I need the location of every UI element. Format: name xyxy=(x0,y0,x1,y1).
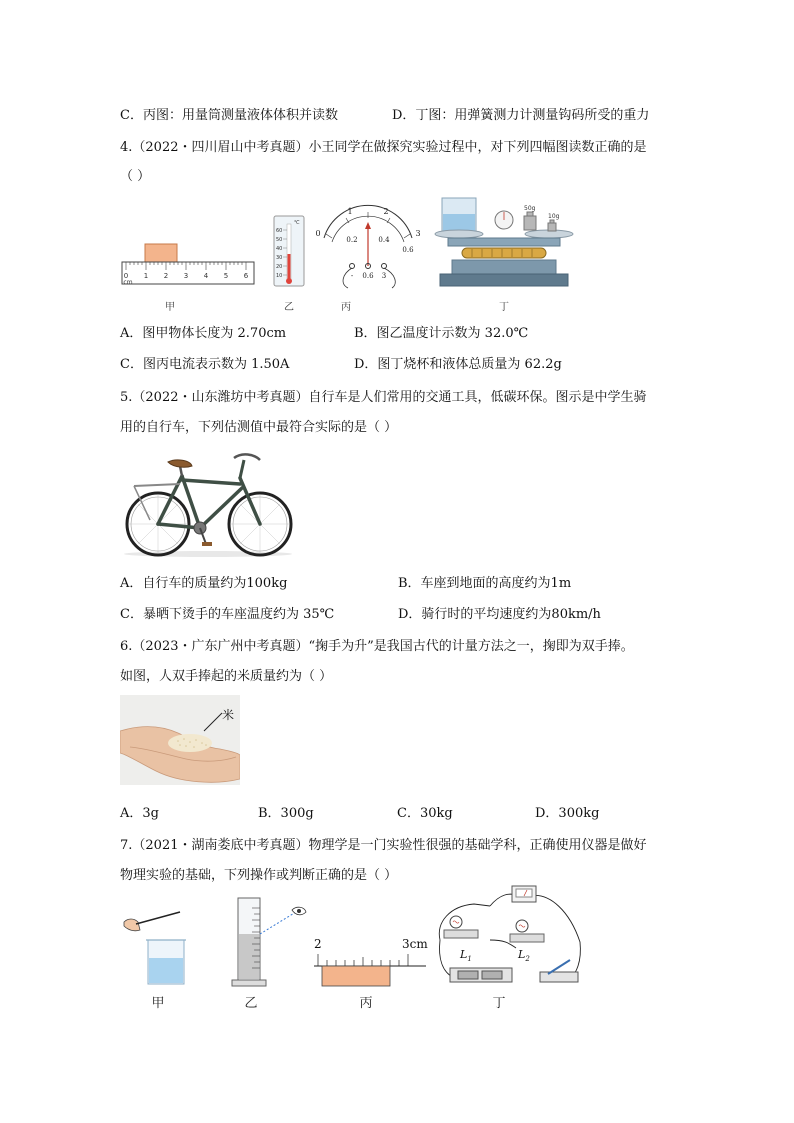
q7-cylinder-figure xyxy=(226,894,310,988)
ammeter-top-label: 0 xyxy=(315,229,321,238)
lamp2-subscript: 2 xyxy=(525,955,530,963)
ruler-tick-label: 1 xyxy=(143,272,149,280)
weight-label: 50g xyxy=(524,205,536,212)
q4-option-b: B．图乙温度计示数为 32.0℃ xyxy=(354,326,529,341)
q6-option-b: B．300g xyxy=(258,806,314,821)
ammeter-top-label: 1 xyxy=(347,207,353,216)
thermo-tick-label: 20 xyxy=(276,264,283,270)
lamp2-label: L xyxy=(518,948,526,961)
q4-ruler-figure xyxy=(120,240,256,288)
ruler-tick-label: 5 xyxy=(223,272,229,280)
q7-ruler-figure xyxy=(310,936,430,990)
ammeter-terminal-label: - xyxy=(350,272,354,280)
thermo-tick-label: 50 xyxy=(276,237,283,243)
q7-stem-line1: 7.（2021・湖南娄底中考真题）物理学是一门实验性很强的基础学科，正确使用仪器是做好 xyxy=(120,838,647,853)
prev-option-c: C．丙图：用量筒测量液体体积并读数 xyxy=(120,108,338,123)
q5-bicycle-figure xyxy=(120,446,296,558)
q6-stem-line1: 6.（2023・广东广州中考真题）“掬手为升”是我国古代的计量方法之一，掬即为双手捧。 xyxy=(120,639,634,654)
lamp1-label: L xyxy=(460,948,468,961)
q4-stem-line2: （ ） xyxy=(120,169,151,184)
thermo-tick-label: 30 xyxy=(276,255,283,261)
thermo-tick-label: 10 xyxy=(276,273,283,279)
svg-text:L1 xyxy=(459,948,472,963)
ammeter-terminal-label: 0.6 xyxy=(362,272,374,280)
ammeter-top-label: 3 xyxy=(415,229,421,238)
q7-caption-yi: 乙 xyxy=(244,996,258,1011)
rice-label: 米 xyxy=(222,708,235,722)
q7-ruler-right-label: 3cm xyxy=(402,937,428,951)
q4-caption-jia: 甲 xyxy=(165,302,175,313)
q4-option-a: A．图甲物体长度为 2.70cm xyxy=(120,326,287,341)
q5-option-c: C．暴晒下烫手的车座温度约为 35℃ xyxy=(120,607,335,622)
ruler-tick-label: 3 xyxy=(183,272,189,280)
prev-option-d: D．丁图：用弹簧测力计测量钩码所受的重力 xyxy=(392,108,650,123)
ammeter-bottom-label: 0.2 xyxy=(346,236,358,244)
q4-caption-bing: 丙 xyxy=(341,302,351,313)
q4-ammeter-figure xyxy=(312,204,424,290)
q5-option-d: D．骑行时的平均速度约为80km/h xyxy=(398,607,601,622)
svg-text:L2 xyxy=(517,948,530,963)
ammeter-terminal-label: 3 xyxy=(381,272,387,280)
q4-caption-ding: 丁 xyxy=(499,302,509,313)
q5-stem-line2: 用的自行车，下列估测值中最符合实际的是（ ） xyxy=(120,420,398,435)
q6-hands-rice-figure xyxy=(120,695,240,785)
q4-caption-yi: 乙 xyxy=(284,302,294,313)
q7-stem-line2: 物理实验的基础，下列操作或判断正确的是（ ） xyxy=(120,868,398,883)
thermo-tick-label: 60 xyxy=(276,228,283,234)
q7-caption-ding: 丁 xyxy=(492,996,506,1011)
q5-option-b: B．车座到地面的高度约为1m xyxy=(398,576,572,591)
q7-circuit-figure xyxy=(430,882,590,990)
q4-stem-line1: 4.（2022・四川眉山中考真题）小王同学在做探究实验过程中，对下列四幅图读数正确的是 xyxy=(120,140,647,155)
ruler-tick-label: 0 xyxy=(123,272,129,280)
thermo-tick-label: 40 xyxy=(276,246,283,252)
q5-stem-line1: 5.（2022・山东潍坊中考真题）自行车是人们常用的交通工具，低碳环保。图示是中学生骑 xyxy=(120,390,647,405)
q6-option-a: A．3g xyxy=(120,806,159,821)
ruler-tick-label: 4 xyxy=(203,272,209,280)
q4-option-d: D．图丁烧杯和液体总质量为 62.2g xyxy=(354,357,562,372)
q6-stem-line2: 如图，人双手捧起的米质量约为（ ） xyxy=(120,669,333,684)
q4-option-c: C．图丙电流表示数为 1.50A xyxy=(120,357,290,372)
ruler-unit: cm xyxy=(123,279,133,286)
q4-thermometer-figure xyxy=(272,214,306,288)
thermometer-unit: ℃ xyxy=(294,220,300,226)
q6-option-c: C．30kg xyxy=(397,806,453,821)
q7-caption-jia: 甲 xyxy=(151,996,165,1011)
weight-label: 10g xyxy=(548,213,560,220)
q6-option-d: D．300kg xyxy=(535,806,600,821)
q4-balance-figure xyxy=(432,192,576,290)
q7-ruler-left-label: 2 xyxy=(314,937,322,951)
ammeter-bottom-label: 0.4 xyxy=(378,236,390,244)
ruler-tick-label: 2 xyxy=(163,272,169,280)
ruler-tick-label: 6 xyxy=(243,272,249,280)
q5-option-a: A．自行车的质量约为100kg xyxy=(120,576,288,591)
ammeter-bottom-label: 0.6 xyxy=(402,246,414,254)
q7-beaker-figure xyxy=(120,908,192,988)
q7-caption-bing: 丙 xyxy=(359,996,373,1011)
lamp1-subscript: 1 xyxy=(467,955,472,963)
ammeter-top-label: 2 xyxy=(383,207,389,216)
